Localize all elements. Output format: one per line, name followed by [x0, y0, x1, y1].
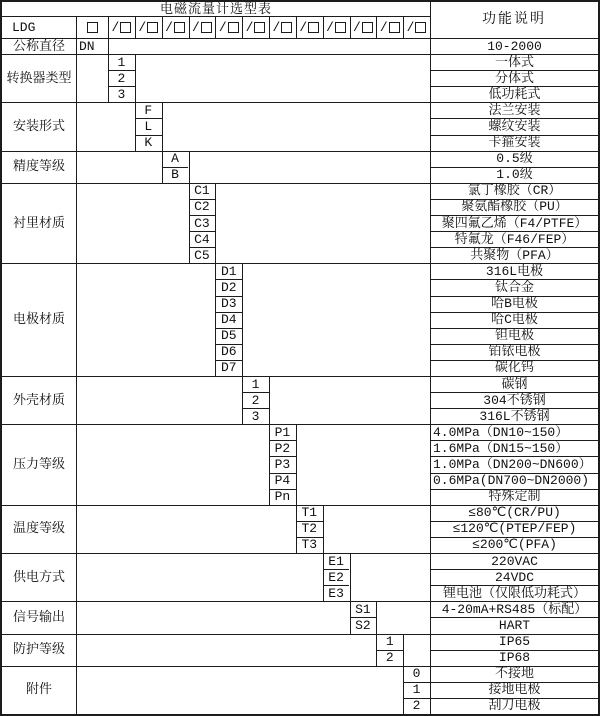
option-description: 10-2000	[487, 38, 542, 54]
model-code-box	[335, 22, 346, 33]
option-description: IP65	[498, 634, 531, 650]
option-code: C1	[194, 183, 210, 199]
option-code: D5	[220, 328, 237, 344]
option-code: D6	[220, 344, 237, 360]
option-code: E1	[328, 553, 344, 569]
grid-line	[376, 601, 377, 633]
option-description: 碳钢	[501, 376, 528, 392]
option-code: C3	[194, 215, 210, 231]
option-code: D4	[220, 312, 237, 328]
slot-slash: /	[138, 19, 147, 35]
option-code: P3	[274, 457, 291, 473]
option-description: 哈B电极	[491, 296, 538, 312]
category-label-5: 电极材质	[12, 312, 65, 328]
model-code-box	[147, 22, 158, 33]
model-code-slot	[162, 16, 189, 38]
grid-line	[76, 16, 77, 714]
slot-slash: /	[245, 19, 254, 35]
model-code-slot	[108, 16, 135, 38]
option-description: 4-20mA+RS485（标配）	[441, 601, 588, 617]
option-description: 低功耗式	[488, 86, 541, 102]
option-code: T3	[301, 537, 318, 553]
option-code: F	[144, 102, 153, 118]
option-description: 1.0MPa（DN200~DN600）	[433, 457, 592, 473]
model-code-box	[362, 22, 373, 33]
option-code: A	[171, 151, 179, 167]
grid-line	[350, 553, 351, 601]
option-code: C2	[194, 199, 210, 215]
option-code: S1	[355, 601, 371, 617]
option-description: 钽电极	[494, 328, 534, 344]
option-code: 3	[117, 86, 126, 102]
option-code: 2	[251, 392, 260, 408]
option-description: HART	[498, 617, 531, 633]
option-code: D1	[220, 263, 237, 279]
option-code: L	[144, 119, 153, 135]
slot-slash: /	[192, 19, 200, 35]
option-description: 螺纹安装	[488, 119, 541, 135]
option-description: 聚氨酯橡胶（PU）	[461, 199, 568, 215]
category-label-9: 供电方式	[12, 569, 65, 585]
option-description: 0.6MPa(DN700~DN2000)	[433, 473, 590, 489]
option-code: T2	[301, 521, 318, 537]
option-description: 氯丁橡胶（CR）	[467, 183, 562, 199]
option-code: 2	[117, 70, 126, 86]
model-code-slot	[269, 16, 296, 38]
option-code: D7	[220, 360, 237, 376]
model-code-slot	[376, 16, 403, 38]
model-code-slot	[403, 16, 430, 38]
model-code-box	[415, 22, 426, 33]
option-description: ≤200℃(PFA)	[472, 537, 557, 553]
grid-line	[269, 376, 270, 424]
option-description: 刮刀电极	[488, 698, 541, 714]
model-code-slot	[135, 16, 162, 38]
option-code: 2	[412, 698, 421, 714]
option-description: ≤80℃(CR/PU)	[468, 505, 561, 521]
category-label-8: 温度等级	[12, 521, 65, 537]
model-code-slot	[296, 16, 323, 38]
option-description: 特殊定制	[488, 489, 541, 505]
option-description: 1.6MPa（DN15~150）	[433, 440, 569, 456]
slot-slash: /	[111, 19, 120, 35]
model-code-box	[254, 22, 265, 33]
option-code: 0	[412, 666, 421, 682]
option-code: 1	[385, 634, 394, 650]
option-description: 24VDC	[494, 569, 534, 585]
option-description: 哈C电极	[491, 312, 538, 328]
option-description: 一体式	[494, 54, 534, 70]
model-code-box	[87, 22, 98, 33]
option-description: ≤120℃(PTEP/FEP)	[452, 521, 577, 537]
slot-slash: /	[299, 19, 308, 35]
category-label-10: 信号输出	[12, 609, 65, 625]
model-code-box	[120, 22, 131, 33]
category-label-12: 附件	[25, 682, 52, 698]
option-description: 卡箍安装	[488, 135, 541, 151]
option-description: 4.0MPa（DN10~150）	[433, 424, 569, 440]
table-title: 电磁流量计选型表	[159, 2, 272, 16]
model-code-box	[389, 22, 400, 33]
option-code: Pn	[274, 489, 291, 505]
category-label-1: 转换器类型	[6, 70, 72, 86]
option-description: 碳化钨	[494, 360, 534, 376]
grid-line	[296, 424, 297, 504]
category-label-11: 防护等级	[12, 642, 65, 658]
model-code-slot	[323, 16, 350, 38]
option-code: K	[144, 135, 153, 151]
model-code-box	[201, 22, 212, 33]
option-description: 钛合金	[494, 279, 534, 295]
category-label-6: 外壳材质	[12, 392, 65, 408]
option-code: P2	[274, 440, 291, 456]
option-code: E2	[328, 569, 344, 585]
option-description: 共聚物（PFA）	[470, 247, 559, 263]
category-label-3: 精度等级	[12, 159, 65, 175]
model-prefix: LDG	[12, 19, 36, 35]
option-code: T1	[301, 505, 318, 521]
option-code: S2	[355, 617, 371, 633]
option-description: 铂铱电极	[488, 344, 541, 360]
category-label-4: 衬里材质	[12, 215, 65, 231]
option-code: C5	[194, 247, 210, 263]
category-label-0: 公称直径	[12, 38, 65, 54]
option-code: P4	[274, 473, 291, 489]
option-description: 0.5级	[496, 151, 533, 167]
grid-line	[403, 634, 404, 666]
option-description: 法兰安装	[488, 102, 541, 118]
grid-line	[135, 54, 136, 102]
option-code: B	[171, 167, 179, 183]
model-code-slot	[189, 16, 216, 38]
model-code-slot	[350, 16, 377, 38]
category-label-7: 压力等级	[12, 457, 65, 473]
option-code: P1	[274, 424, 291, 440]
slot-slash: /	[272, 19, 281, 35]
option-description: IP68	[498, 650, 531, 666]
model-code-box	[308, 22, 319, 33]
grid-line	[323, 505, 324, 553]
option-description: 接地电极	[488, 682, 541, 698]
slot-slash: /	[406, 19, 415, 35]
option-description: 分体式	[494, 70, 534, 86]
grid-line	[189, 151, 190, 183]
option-code: D2	[220, 279, 237, 295]
option-description: 锂电池（仅限低功耗式）	[442, 585, 586, 601]
grid-line	[162, 102, 163, 150]
option-description: 220VAC	[491, 553, 538, 569]
option-code: C4	[194, 231, 210, 247]
slot-slash: /	[326, 19, 334, 35]
option-code: 1	[412, 682, 421, 698]
option-description: 316L不锈钢	[479, 408, 550, 424]
option-code: 3	[251, 408, 260, 424]
slot-slash: /	[218, 19, 227, 35]
model-code-slot	[242, 16, 269, 38]
option-code: DN	[79, 38, 95, 54]
slot-slash: /	[165, 19, 173, 35]
grid-line	[242, 263, 243, 376]
option-description: 316L电极	[485, 263, 544, 279]
category-label-2: 安装形式	[12, 119, 65, 135]
model-code-box	[174, 22, 185, 33]
option-code: 1	[251, 376, 260, 392]
option-code: 2	[385, 650, 394, 666]
option-description: 聚四氟乙烯（F4/PTFE）	[441, 215, 588, 231]
function-description-header: 功能说明	[482, 12, 546, 28]
model-code-box	[281, 22, 292, 33]
option-code: D3	[220, 296, 237, 312]
grid-line	[215, 183, 216, 263]
model-code-box	[228, 22, 239, 33]
slot-slash: /	[353, 19, 361, 35]
option-description: 不接地	[494, 666, 534, 682]
model-code-slot	[215, 16, 242, 38]
model-first-code-slot	[76, 16, 108, 38]
slot-slash: /	[379, 19, 388, 35]
option-description: 特氟龙（F46/FEP）	[454, 231, 575, 247]
option-code: E3	[328, 585, 344, 601]
option-code: 1	[117, 54, 126, 70]
option-description: 1.0级	[496, 167, 533, 183]
option-description: 304不锈钢	[483, 392, 546, 408]
